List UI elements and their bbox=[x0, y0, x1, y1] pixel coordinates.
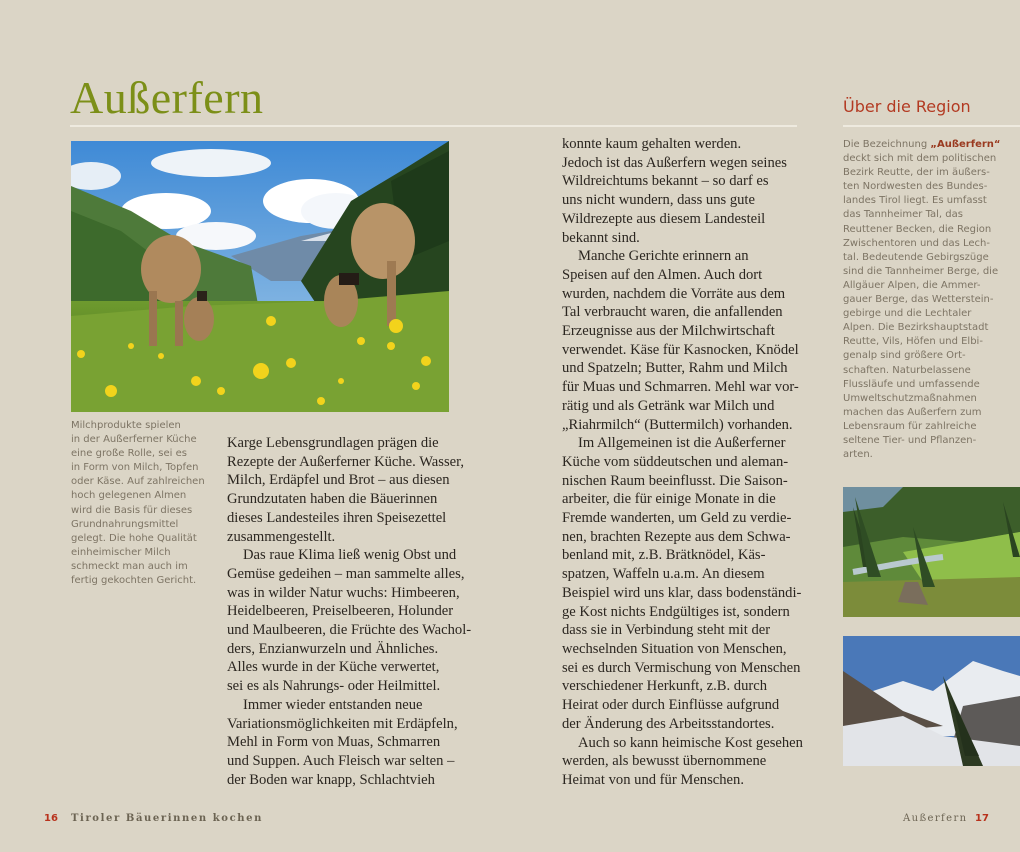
sidebar-text-line: machen das Außerfern zum bbox=[843, 406, 982, 418]
body-text-line: Im Allgemeinen ist die Außerferner bbox=[578, 435, 786, 452]
page-title: Außerfern bbox=[70, 72, 264, 123]
photo-winter-mountains bbox=[843, 636, 1020, 766]
body-text-line: uns nicht wundern, dass uns gute bbox=[562, 192, 755, 209]
body-text-line: dass sie in Verbindung steht mit der bbox=[562, 622, 771, 639]
body-text-line: Das raue Klima ließ wenig Obst und bbox=[243, 547, 457, 564]
sidebar-text-line: Allgäuer Alpen, die Ammer- bbox=[843, 279, 981, 291]
body-text-line: Heidelbeeren, Preiselbeeren, Holunder bbox=[227, 603, 454, 620]
body-text-line: wurden, nachdem die Vorräte aus dem bbox=[562, 285, 786, 302]
body-text-line: bekannt sind. bbox=[562, 229, 640, 246]
sidebar-text-prefix: Die Bezeichnung bbox=[843, 139, 931, 150]
sidebar-text-line: Bezirk Reutte, der im äußers- bbox=[843, 167, 990, 179]
caption-line: fertig gekochten Gericht. bbox=[71, 575, 197, 587]
caption-line: eine große Rolle, sei es bbox=[71, 448, 187, 460]
page-number-left: 16 bbox=[44, 813, 58, 824]
body-text-line: konnte kaum gehalten werden. bbox=[562, 136, 742, 152]
sidebar-text-line: Lebensraum für zahlreiche bbox=[843, 420, 977, 432]
sidebar-text-line: Reutte, Vils, Höfen und Elbi- bbox=[843, 336, 983, 348]
body-text-line: Fremde wanderten, um Geld zu verdie- bbox=[562, 510, 792, 527]
body-text-line: Manche Gerichte erinnern an bbox=[578, 248, 749, 265]
caption-line: Milchprodukte spielen bbox=[71, 420, 181, 431]
body-text-line: nen, brachten Rezepte aus dem Schwa- bbox=[562, 528, 791, 545]
sidebar-text-line: genalp sind größere Ort- bbox=[843, 350, 966, 362]
sidebar-divider bbox=[843, 125, 1020, 127]
photo-caption bbox=[71, 419, 211, 588]
body-text-line: ders, Enzianwurzeln und Ähnliches. bbox=[227, 640, 439, 657]
body-column-left bbox=[227, 434, 477, 789]
caption-line: einheimischer Milch bbox=[71, 546, 171, 558]
body-text-line: wechselnden Situation von Menschen, bbox=[562, 640, 787, 657]
body-text-line: und Maulbeeren, die Früchte des Wachol- bbox=[227, 622, 472, 639]
body-text-line: sei es durch Vermischung von Menschen bbox=[562, 659, 801, 676]
sidebar-text-line: landes Tirol liegt. Es umfasst bbox=[843, 195, 987, 207]
body-text-line: „Riahrmilch“ (Buttermilch) vorhanden. bbox=[562, 416, 793, 433]
body-text-line: arbeiter, die für einige Monate in die bbox=[562, 491, 776, 508]
body-column-right bbox=[562, 135, 812, 790]
body-text-line: Jedoch ist das Außerfern wegen seines bbox=[562, 154, 787, 171]
body-text-line: Heirat oder durch Einflüsse aufgrund bbox=[562, 697, 780, 714]
sidebar-text-line: seltene Tier- und Pflanzen- bbox=[843, 434, 977, 446]
sidebar-text-line: gebirge und die Lechtaler bbox=[843, 308, 972, 320]
body-text-line: rätig und als Getränk war Milch und bbox=[562, 397, 775, 414]
body-text-line: verschiedener Herkunft, z.B. durch bbox=[562, 678, 768, 695]
sidebar-text-line: deckt sich mit dem politischen bbox=[843, 153, 997, 165]
body-text-line: nischen Raum beeinflusst. Die Saison- bbox=[562, 472, 788, 489]
sidebar-text bbox=[843, 138, 1020, 462]
photo-cows-meadow bbox=[71, 141, 449, 412]
body-text-line: Erzeugnisse aus der Milchwirtschaft bbox=[562, 323, 775, 340]
caption-line: hoch gelegenen Almen bbox=[71, 490, 187, 502]
running-title-left: Tiroler Bäuerinnen kochen bbox=[71, 813, 263, 824]
sidebar-text-line: Alpen. Die Bezirkshauptstadt bbox=[843, 322, 989, 334]
body-text-line: Küche vom süddeutschen und aleman- bbox=[562, 453, 789, 470]
sidebar-first-line bbox=[843, 138, 1020, 152]
body-text-line: Heimat von und für Menschen. bbox=[562, 771, 744, 788]
body-text-line: was in wilder Natur wuchs: Himbeeren, bbox=[227, 584, 460, 601]
body-text-line: ge Kost nichts Endgültiges ist, sondern bbox=[562, 603, 790, 620]
body-text-line: verwendet. Käse für Kasnocken, Knödel bbox=[562, 341, 799, 358]
sidebar-emphasis: „Außerfern“ bbox=[930, 139, 1001, 150]
body-text-line: Variationsmöglichkeiten mit Erdäpfeln, bbox=[227, 715, 458, 732]
sidebar-text-line: Umweltschutzmaßnahmen bbox=[843, 392, 977, 404]
body-text-line: Rezepte der Außerferner Küche. Wasser, bbox=[227, 453, 465, 470]
caption-line: gelegt. Die hohe Qualität bbox=[71, 532, 197, 544]
sidebar-text-line: Reuttener Becken, die Region bbox=[843, 223, 992, 235]
caption-line: in der Außerferner Küche bbox=[71, 434, 197, 446]
sidebar-text-line: tal. Bedeutende Gebirgszüge bbox=[843, 251, 989, 263]
photo-valley-river bbox=[843, 487, 1020, 617]
body-text-line: Grundzutaten haben die Bäuerinnen bbox=[227, 491, 438, 508]
body-text-line: Auch so kann heimische Kost gesehen bbox=[578, 734, 803, 751]
caption-line: Grundnahrungsmittel bbox=[71, 518, 179, 530]
sidebar-text-line: schaften. Naturbelassene bbox=[843, 364, 971, 376]
body-text-line: zusammengestellt. bbox=[227, 528, 336, 545]
sidebar-text-line: gauer Berge, das Wetterstein- bbox=[843, 294, 994, 306]
body-text-line: der Boden war knapp, Schlachtvieh bbox=[227, 771, 435, 788]
body-text-line: Wildrezepte aus diesem Landesteil bbox=[562, 210, 766, 227]
body-text-line: dieses Landesteiles ihren Speisezettel bbox=[227, 509, 447, 526]
sidebar-text-line: Zwischentoren und das Lech- bbox=[843, 237, 991, 249]
title-divider bbox=[70, 125, 797, 127]
caption-line: schmeckt man auch im bbox=[71, 560, 188, 572]
body-text-line: Karge Lebensgrundlagen prägen die bbox=[227, 435, 439, 451]
body-text-line: Beispiel wird uns klar, dass bodenständi- bbox=[562, 584, 802, 601]
sidebar-text-line: das Tannheimer Tal, das bbox=[843, 209, 963, 221]
body-text-line: und Spatzeln; Butter, Rahm und Milch bbox=[562, 360, 788, 377]
body-text-line: benland mit, z.B. Brätknödel, Käs- bbox=[562, 547, 766, 564]
body-text-line: werden, als bewusst übernommene bbox=[562, 753, 767, 770]
body-text-line: Milch, Erdäpfel und Brot – aus diesen bbox=[227, 472, 450, 489]
body-text-line: spatzen, Waffeln u.a.m. An diesem bbox=[562, 566, 765, 583]
body-text-line: Gemüse gedeihen – man sammelte alles, bbox=[227, 565, 465, 582]
body-text-line: Immer wieder entstanden neue bbox=[243, 696, 423, 713]
caption-line: oder Käse. Auf zahlreichen bbox=[71, 476, 205, 488]
body-text-line: Tal verbraucht waren, die anfallenden bbox=[562, 304, 783, 321]
sidebar-text-line: Flussläufe und umfassende bbox=[843, 378, 980, 390]
sidebar-text-line: sind die Tannheimer Berge, die bbox=[843, 265, 999, 277]
body-text-line: und Suppen. Auch Fleisch war selten – bbox=[227, 752, 455, 769]
sidebar-text-line: ten Nordwesten des Bundes- bbox=[843, 181, 988, 193]
body-text-line: sei es als Nahrungs- oder Heilmittel. bbox=[227, 678, 441, 695]
caption-line: wird die Basis für dieses bbox=[71, 504, 193, 516]
body-text-line: für Muas und Schmarren. Mehl war vor- bbox=[562, 379, 799, 396]
page-number-right: 17 bbox=[975, 813, 989, 824]
running-title-right: Außerfern bbox=[903, 813, 968, 824]
body-text-line: Speisen auf den Almen. Auch dort bbox=[562, 266, 763, 283]
body-text-line: der Änderung des Arbeitsstandortes. bbox=[562, 715, 775, 732]
body-text-line: Wildreichtums bekannt – so darf es bbox=[562, 173, 769, 190]
sidebar-text-line: arten. bbox=[843, 449, 873, 461]
body-text-line: Alles wurde in der Küche verwertet, bbox=[227, 659, 440, 676]
caption-line: in Form von Milch, Topfen bbox=[71, 462, 199, 474]
sidebar-title: Über die Region bbox=[843, 97, 971, 116]
body-text-line: Mehl in Form von Muas, Schmarren bbox=[227, 734, 441, 751]
